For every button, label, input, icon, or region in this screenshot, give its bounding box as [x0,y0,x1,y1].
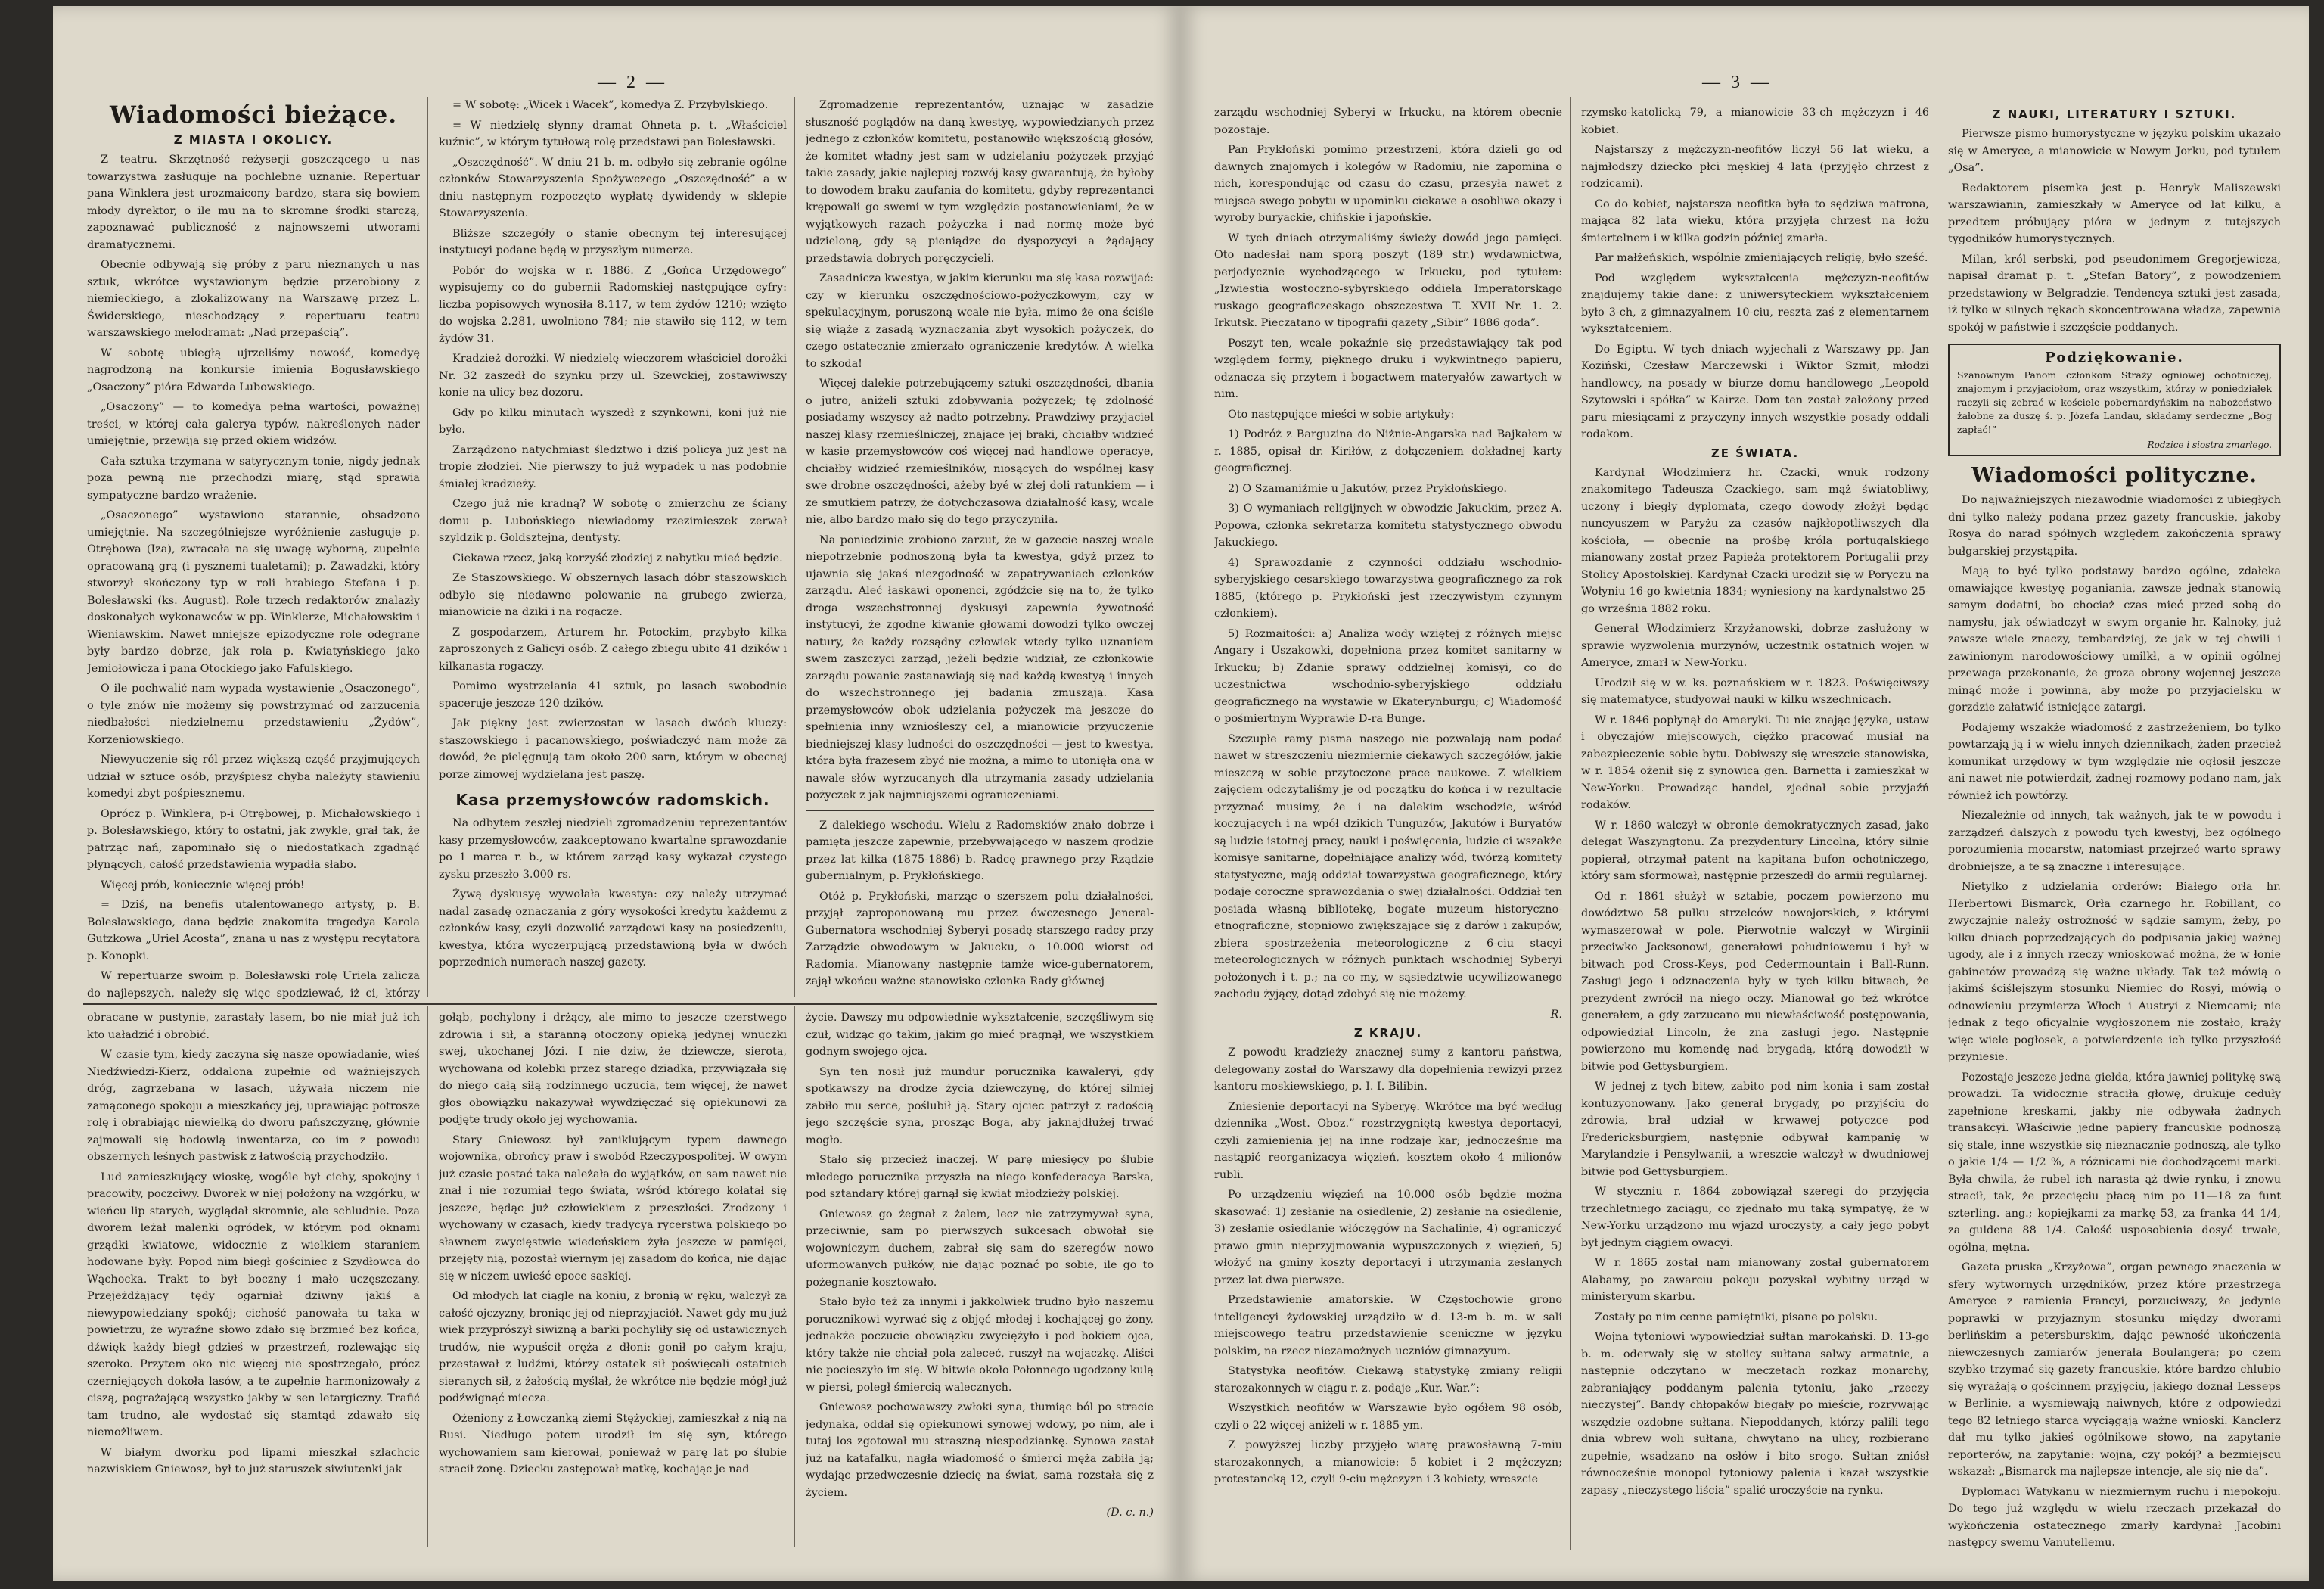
thank-you-notice [1948,344,2281,456]
article-paragraph: Pierwsze pismo humorystyczne w języku polskim ukazało się w Ameryce, a mianowicie w Nowym Jorku, pod tytułem „Osa”. [1948,128,2281,174]
left-column-3 [806,97,1154,999]
article-paragraph: W repertuarze swoim p. Bolesławski rolę Uriela zalicza do najlepszych, należy się więc spodziewać, iż ci, którzy [87,970,420,999]
article-paragraph: Zarządzono natychmiast śledztwo i dziś policya już jest na tropie złodziei. Nie pierwszy to już wypadek u nas podobnie śmiałej kradzieży. [439,443,787,490]
feuilleton-paragraph: Stary Gniewosz był zaniklującym typem dawnego wojownika, obrońcy praw i swobód Rzeczypospolitej. W owym już czasie postać taka należała do wyjątków, on sam nawet nie znał i nie rozumiał tego świata, wśród którego kołatał się jeszcze, będąc już człowiekiem z przeszłości. Zrodzony i wychowany w czasach, kiedy tradycya rycerstwa polskiego po sławnem zwycięstwie wiedeńskiem żyła jeszcze w pamięci, przejęty nią, pozostał wiernym jej zasadom do końca, nie dając się w niczem uwieść epoce saskiej. [439,1133,787,1283]
article-paragraph: W styczniu r. 1864 zobowiązał szeregi do przyjęcia trzechletniego zaciągu, co zjednało mu taką sympatyę, że w New-Yorku urządzono mu wjazd uroczysty, a cały jego pobyt był jednym ciągiem owacyi. [1581,1186,1929,1249]
article-paragraph: Wojna tytoniowi wypowiedział sułtan marokański. D. 13-go b. m. oderwały się w stolicy sułtana salwy armatnie, a następnie odczytano w meczetach rozkaz monarchy, zabraniający poddanym palenia tytoniu, jako „rzeczy nieczystej”. Bandy chłopaków biegały po mieście, rozrywając wszędzie ozdobne sułtana. Niepoddanych, którzy palili tego dnia wbrew woli sułtana, chwytano na ulicy, rozbierano zupełnie, wsadzano na osłów i bito srogo. Sułtan zniósł równocześnie monopol tytoniowy palenia i kazał wszystkie zapasy „nieczystego liścia” spalić uroczyście na rynku. [1581,1331,1929,1497]
article-paragraph: Do najważniejszych niezawodnie wiadomości z ubiegłych dni tylko należy podana przez gazety francuskie, jakoby Rosya do narad spółnych względem zakończenia sprawy bułgarskiej przystąpiła. [1948,494,2281,558]
feuilleton-paragraph: obracane w pustynie, zarastały lasem, bo nie miał już ich kto uaładzić i obrobić. [87,1012,420,1041]
article-paragraph: Milan, król serbski, pod pseudonimem Gregorjewicza, napisał dramat p. t. „Stefan Batory”, z powodzeniem przedstawiony w Belgradzie. Tendencya sztuki jest zasada, iż tylko w silnych rękach skoncentrowana władza, zapewnia spokój w państwie i szczęście poddanych. [1948,253,2281,334]
notice-text: Szanownym Panom członkom Straży ogniowej ochotniczej, znajomym i przyjaciołom, oraz wszystkim, którzy w poniedziałek raczyli się zebrać w kościele pobernardyńskim na nabożeństwo żałobne za duszę ś. p. Józefa Landau, składamy serdeczne „Bóg zapłać!” [1957,369,2272,435]
feuilleton-paragraph: Od młodych lat ciągle na koniu, z bronią w ręku, walczył za całość ojczyzny, broniąc jej od nieprzyjaciół. Nawet gdy mu już wiek przyprószył siwizną a barki pochyliły się od ustawicznych trudów, nie wypuścił oręża z dłoni: gonił po całym kraju, przestawał z ludźmi, którzy ostatek sił poświęcali ostatnich sieranych sił, z żałością myślał, że wkrótce nie będzie mógł już podźwignąć miecza. [439,1290,787,1404]
article-paragraph: Od r. 1861 służył w sztabie, poczem powierzono mu dowództwo 58 pułku strzelców nowojorskich, z którymi wymaszerował w pole. Pierwotnie walczył w Wirginii przeciwko Jacksonowi, generałowi południowemu i był w bitwach pod Cross-Keys, pod Cedermountain i Ball-Runn. Zasługi jego i odznaczenia były w tych kilku bitwach, że prezydent zwrócił na niego oczy. Mianował go też wkrótce generałem, a gdy zarzucano mu niewłaściwość postępowania, odpowiedział Lincoln, że zna zasługi jego. Następnie powierzono mu komendę nad brygadą, którą dowodził w bitwie pod Gettysburgiem. [1581,890,1929,1073]
continued-signature: (D. c. n.) [1106,1507,1154,1519]
article-paragraph: Z powyższej liczby przyjęło wiarę prawosławną 7-miu starozakonnych, a mianowicie: 5 kobiet i 2 mężczyzn; protestancką 12, czyli 9-ciu mężczyzn i 3 kobiety, wreszcie [1214,1439,1562,1485]
article-paragraph: Bliższe szczegóły o stanie obecnym tej interesującej instytucyi podane będą w przyszłym numerze. [439,227,787,257]
feuilleton-paragraph: W czasie tym, kiedy zaczyna się nasze opowiadanie, wieś Niedźwiedzi-Kierz, oddalona zupełnie od ważniejszych dróg, zagrzebana w lasach, używała niczem nie zamąconego spokoju a mieszkańcy jej, uprawiając potrosze rolę i obrabiając niewielką do dworu pańszczyznę, głównie zajmowali się hodowlą inwentarza, co im z powodu obszernych leśnych pastwisk z łatwością przychodziło. [87,1049,420,1163]
section-title-current-news: Wiadomości bieżące. [109,101,398,129]
article-paragraph: Pod względem wykształcenia mężczyzn-neofitów znajdujemy takie dane: z uniwersyteckiem wykształceniem było 3-ch, z gimnazyalnem 10-ciu, reszta zaś z elementarnem wykształceniem. [1581,272,1929,335]
section-title-political-news: Wiadomości polityczne. [1971,464,2257,487]
article-paragraph: Gdy po kilku minutach wyszedł z szynkowni, koni już nie było. [439,406,787,436]
article-paragraph: 1) Podróż z Barguzina do Niżnie-Angarska nad Bajkałem w r. 1885, opisał dr. Kiriłów, z dołączeniem dokładnej karty geograficznej. [1214,428,1562,474]
feuilleton-paragraph: Stało było też za innymi i jakkolwiek trudno było naszemu porucznikowi wyrwać się z objęć młodej i kochającej go żony, jednakże poczucie obowiązku zwyciężyło i pod bokiem ojca, który także nie chciał pola zaleceć, ruszył na wojaczkę. Aliści nie pocieszyło im się. W bitwie około Połonnego ugodzony kulą w piersi, poległ śmiercią walecznych. [806,1296,1154,1394]
feuilleton-paragraph: życie. Dawszy mu odpowiednie wykształcenie, szczęśliwym się czuł, widząc go takim, jakim go mieć pragnął, we wszystkiem godnym swojego ojca. [806,1012,1154,1058]
feuilleton-paragraph: gołąb, pochylony i drżący, ale mimo to jeszcze czerstwego zdrowia i sił, a staranną otoczony opieką jedynej wnuczki swej, ukochanej Józi. I nie dziw, że dziewcze, sierota, wychowana od kolebki przez starego dziadka, przywiązała się do niego całą siłą rodzinnego uczucia, tem więcej, że nawet głos obowiązku nakazywał wywdzięczać się opiekunowi za podjęte trudy około jej wychowania. [439,1012,787,1126]
newspaper-page-right [1180,6,2309,1581]
article-paragraph: W r. 1865 został nam mianowany został gubernatorem Alabamy, po zawarciu pokoju pozyskał wybitny urząd w ministeryum skarbu. [1581,1257,1929,1303]
article-paragraph: Par małżeńskich, wspólnie zmieniających religię, było sześć. [1595,252,1928,264]
article-paragraph: „Osaczonego” wystawiono starannie, obsadzono umiejętnie. Na szczególniejsze wyróżnienie zasługuje p. Otrębowa (Iza), zwracała na się uwagę wyborną, zupełnie opracowaną grą (i pysznemi tualetami); p. Zawadzki, który stworzył skończony typ w roli hrabiego Stefana i p. Bolesławski (ks. August). Role trzech redaktorów znalazły doskonałych wykonawców w pp. Winklerze, Michałowskim i Wieniawskim. Nawet mniejsze epizodyczne role odegrane były bardzo dobrze, jak rola p. Kwiatyńskiego jako Jemiołowicza i pana Otockiego jako Fafulskiego. [87,509,420,675]
article-paragraph: W jednej z tych bitew, zabito pod nim konia i sam został kontuzyonowany. Jako generał brygady, po przyjściu do zdrowia, brał udział w krwawej potyczce pod Fredericksburgiem, następnie odbywał kampanię w Marylandzie i Pensylwanii, a wreszcie walczył w dwudniowej bitwie pod Gettysburgiem. [1581,1081,1929,1178]
article-paragraph: Pan Prykłoński pomimo przestrzeni, która dzieli go od dawnych znajomych i kolegów w Radomiu, nie zapomina o nich, korespondując od czasu do czasu, przesyła nawet z miejsca swego pobytu w upominku ciekawe a osobliwe okazy i wyroby buryackie, chińskie i japońskie. [1214,144,1562,224]
feuilleton-paragraph: Stało się przecież inaczej. W parę miesięcy po ślubie młodego porucznika przyszła na niego konfederacya Barska, pod sztandary której garnął się kwiat młodzieży polskiej. [806,1154,1154,1200]
article-paragraph: Statystyka neofitów. Ciekawą statystykę zmiany religii starozakonnych w ciągu r. z. podaje „Kur. War.”: [1214,1365,1562,1395]
notice-title: Podziękowanie. [2045,350,2184,365]
left-column-1 [87,97,420,999]
article-paragraph: Urodził się w w. ks. poznańskiem w r. 1823. Poświęciwszy się matematyce, studyował nauki w kilku wszechnicach. [1581,676,1929,706]
article-paragraph: Kradzież dorożki. W niedzielę wieczorem właściciel dorożki Nr. 32 zaszedł do szynku przy ul. Szewckiej, zostawiwszy konie na ulicy bez dozoru. [439,353,787,399]
article-paragraph: Generał Włodzimierz Krzyżanowski, dobrze zasłużony w sprawie wyzwolenia murzynów, uczestnik ostatnich wojen w Ameryce, zmarł w New-Yorku. [1581,623,1929,669]
feuilleton-column-2 [439,1009,787,1548]
article-paragraph: rzymsko-katolicką 79, a mianowicie 33-ch mężczyzn i 46 kobiet. [1581,107,1929,136]
article-paragraph: Ciekawa rzecz, jaką korzyść złodziej z nabytku mieć będzie. [452,552,783,564]
article-paragraph: Z dalekiego wschodu. Wielu z Radomskiów znało dobrze i pamięta jeszcze zapewnie, przebywającego w naszem grodzie przez lat kilka (1875-1886) b. Radcę prawnego przy Rządzie gubernialnym, p. Prykłońskiego. [806,819,1154,882]
newspaper-page-left [53,6,1180,1581]
feuilleton-paragraph: Gniewosz pochowawszy zwłoki syna, tłumiąc ból po stracie jedynaka, oddał się opiekunowi synowej wdowy, po nim, ale i tutaj los zgotował mu straszną niespodziankę. Synowa zastał już na katafalku, nagła wiadomość o śmierci męża zabiła ją; wydając przedwczesnie dziecię na świat, sama rozstała się z życiem. [806,1401,1154,1499]
article-paragraph: Z powodu kradzieży znacznej sumy z kantoru państwa, delegowany został do Warszawy dla dopełnienia rewizyi przez kantoru moskiewskiego, p. I. I. Bilibin. [1214,1046,1562,1093]
article-paragraph: Oprócz p. Winklera, p-i Otrębowej, p. Michałowskiego i p. Bolesławskiego, który to ostatni, jak zwykle, grał tak, że patrząc nań, zapominało się o niedostatkach zgadnąć płynących, całość przedstawienia wypadła słabo. [87,807,420,871]
article-paragraph: 5) Rozmaitości: a) Analiza wody wziętej z różnych miejsc Angary i Uszakowki, dopełniona przez komitet sanitarny w Irkucku; b) Zdanie sprawy oddzielnej komisyi, co do uczestnictwa wschodnio-syberyjskiego oddziału geograficznego na wystawie w Ekaterynburgu; c) Wiadomość o pośmiertnym Wyprawie D-ra Bunge. [1214,627,1562,725]
article-paragraph: Pozostaje jeszcze jedna giełda, która jawniej politykę swą prowadzi. Ta widocznie straciła głowę, drukuje ceduły zapełnione kreskami, jakby nie odbywała żadnych transakcyi. Właściwie jedne papiery francuskie podnoszą się stale, inne wszystkie się nieznacznie podnoszą, ale tylko o jakie 1/4 — 1/2 %, a różnicami nie dochodzącemi marki. Była chwila, że rubel ich narasta ąż dwie rynku, i znowu stracił, tak, że przecięciu płacą nim po 11—18 za funt szterling. ang.; kopiejkami za markę 53, za franka 44 1/4, za guldena 88 1/4. Całość usposobienia dosyć trwałe, ogólna, mętna. [1948,1071,2281,1254]
article-paragraph: Dyplomaci Watykanu w niezmiernym ruchu i niepokoju. Do tego już względu w wielu rzeczach przekazał do wykończenia ostatecznego zmarły kardynał Jacobini następcy swemu Vanutellemu. [1948,1485,2281,1549]
article-paragraph: Więcej prób, koniecznie więcej prób! [101,878,305,891]
article-paragraph: Wszystkich neofitów w Warszawie było ogółem 98 osób, czyli o 22 więcej aniżeli w r. 1885-ym. [1214,1402,1562,1432]
article-paragraph: Przedstawienie amatorskie. W Częstochowie grono inteligencyi żydowskiej urządziło w d. 13-m b. m. w sali miejscowego teatru przedstawienie sceniczne w języku polskim, na rzecz niezamożnych uczniów gimnazyum. [1214,1294,1562,1357]
article-paragraph: Ze Staszowskiego. W obszernych lasach dóbr staszowskich odbyło się niedawno polowanie na grubego zwierza, mianowicie na dziki i na rogacze. [439,572,787,618]
article-paragraph: Na poniedzinie zrobiono zarzut, że w gazecie naszej wcale niepotrzebnie podnoszoną była ta kwestya, gdyż przez to ujawnia się jakaś niezgodność w zapatrywaniach członków zarządu. Aleć łaskawi oponenci, zgódźcie się na to, że tylko droga wszechstronnej dyskusyi zapewnia żywotność instytucyi, że zgodne kiwanie głowami dowodzi tylko owczej natury, że każdy rozsądny człowiek wtedy tylko uznaniem swem zaszczyci zarząd, jeżeli będzie widział, że członkowie zarządu powanie zastanawiają się nad każdą kwestyą i innych do wszechstronnego jej badania zmuszają. Kasa przemysłowców obok udzielania pożyczek ma jeszcze do spełnienia inny wzniośleszy cel, a mianowicie przyuczenie biedniejszej klasy ludności do oszczędności — jest to kwestya, która była frazesem zbyć nie można, a mimo to utonięła ona w nawale słów wyrzucanych dla utrzymania zasady udzielania pożyczek z jak najmniejszemi ograniczeniami. [806,533,1154,801]
article-paragraph: „Oszczędność”. W dniu 21 b. m. odbyło się zebranie ogólne członków Stowarzyszenia Spożywczego „Oszczędność” a w dniu następnym rozpoczęto wypłatę dywidendy w sklepie Stowarzyszenia. [439,156,787,219]
article-heading-cash-fund: Kasa przemysłowców radomskich. [455,791,770,809]
article-signature: R. [1550,1008,1562,1021]
article-paragraph: Więcej dalekie potrzebującemy sztuki oszczędności, dbania o jutro, aniżeli sztuki zdobywania pożyczek; tę zdolność posiadamy wszyscy aż nadto potrzebny. Prawdziwy przyjaciel naszej klasy rzemieślniczej, znające jej braki, chciałby widzieć w kasie przemysłowców coś więcej nad handlowe operacye, chciałby widzieć rzemieślników, niosących do wspólnej kasy swe drobne oszczędności, ażeby byé w złej doli ratunkiem — i ze smutkiem patrzy, że dotychczasowa działalność kasy, wcale nie, albo bardzo mało się do tego przyczyniła. [806,378,1154,526]
left-column-2 [439,97,787,999]
article-paragraph: W sobotę ubiegłą ujrzeliśmy nowość, komedyę nagrodzoną na konkursie imienia Bogusławskiego „Osaczony” pióra Edwarda Lubowskiego. [87,347,420,393]
article-paragraph: 3) O wymaniach religijnych w obwodzie Jakuckim, przez A. Popowa, członka sekretarza komitetu statystycznego obwodu Jakuckiego. [1214,502,1562,549]
section-title-domestic: Z KRAJU. [1353,1026,1423,1040]
article-paragraph: W r. 1846 popłynął do Ameryki. Tu nie znając języka, ustaw i obyczajów miejscowych, ciężko pracować musiał na zabezpieczenie sobie bytu. Dobiwszy się wreszcie stanowiska, w r. 1854 ożenił się z synowicą gen. Barnetta i zamieszkał w New-Yorku. Prowadząc handel, zjednał sobie przyjaźń rodaków. [1581,714,1929,811]
article-paragraph: Z gospodarzem, Arturem hr. Potockim, przybyło kilka zaproszonych z Galicyi osób. Z całego zbiegu ubito 41 dzików i kilkanasta rogaczy. [439,626,787,673]
feuilleton-paragraph: Lud zamieszkujący wioskę, wogóle był cichy, spokojny i pracowity, poczciwy. Dworek w niej położony na wzgórku, w wieńcu lip starych, wyglądał skromnie, ale schludnie. Poza dworem leżał malenki ogródek, w którym pod oknami grządki kwiatowe, widocznie z wielkiem staraniem hodowane były. Popod nim biegł gościniec z Szydłowca do Wąchocka. Trakt to był boczny i mało uczęszczany. Przejeżdżający tędy ogarniał dziwny jakiś a niewypowiedziany spokój; cichość panowała tu taka w powietrzu, że wyraźne słowo zdało się brzmieć bez końca, dźwięk każdy biegł gdzieś w przestrzeń, rozlewając się szeroko. Przytem oko nic więcej nie spostrzegało, prócz czerniejących dokoła lasów, a te zupełnie harmonizowały z ciszą, pograżającą wszystko jakby w sen letargiczny. Trafić tam trudno, ale wydostać się stamtąd zdawało się niemożliwem. [87,1171,420,1438]
article-paragraph: Czego już nie kradną? W sobotę o zmierzchu ze ściany domu p. Lubońskiego niewiadomy rzezimieszek zerwał szyldzik p. Goldsztejna, dentysty. [439,498,787,544]
article-paragraph: Żywą dyskusyę wywołała kwestya: czy należy utrzymać nadal zasadę oznaczania z góry wysokości kredytu każdemu z członków kasy, czyli dozwolić zarządowi kasy na posiedzeniu, kwestya, która wyczerpującą przedstawioną była w dwóch poprzednich numerach naszej gazety. [439,888,787,969]
article-paragraph: = W niedzielę słynny dramat Ohneta p. t. „Właściciel kuźnic”, w którym tytułową rolę przedstawi pan Bolesławski. [439,119,787,148]
article-paragraph: Nietylko z udzielania orderów: Białego orła hr. Herbertowi Bismarck, Orła czarnego hr. Robillant, co zwyczajnie należy ostrożność w sądzie samym, żeby, po kilku dniach poprzedzających do podpisania jakiej ważnej ugody, ale i z innych rzeczy wnioskować można, że w łonie gabinetów prowadzą się ważne układy. Tak też mówią o jakimś ściślejszym stosunku Niemiec do Rosyi, mówią o odnowieniu przymierza Włoch i Austryi z Niemcami; nie jednak z tego oficyalnie wygłoszonem nie zostało, krąży więc wiele pogłosek, a potwierdzenie ich tylko przyszłość przyniesie. [1948,881,2281,1063]
article-paragraph: Cała sztuka trzymana w satyrycznym tonie, nigdy jednak poza pewną nie przechodzi miarę, stąd sprawia sympatyczne bardzo wrażenie. [87,455,420,502]
notice-signature: Rodzice i siostra zmarłego. [2147,440,2272,450]
article-paragraph: Oto następujące mieści w sobie artykuły: [1228,408,1455,421]
subsection-city-news: Z MIASTA I OKOLICY. [173,133,334,147]
column-rule [1570,97,1571,1550]
article-paragraph: Do Egiptu. W tych dniach wyjechali z Warszawy pp. Jan Koziński, Czesław Marczewski i Wiktor Szmit, młodzi handlowcy, na posady w biurze domu handlowego „Leopold Szytowski i spółka” w Kairze. Dom ten został założony przed paru miesiącami z przyczyny innych wszystkie posady oddali rodakom. [1581,343,1929,440]
article-paragraph: Na odbytem zeszłej niedzieli zgromadzeniu reprezentantów kasy przemysłowców, zaakceptowano kwartalne sprawozdanie po 1 marca r. b., w którem zarząd kasy wykazał czystego zysku przeszło 3.000 rs. [439,817,787,881]
article-paragraph: Szczupłe ramy pisma naszego nie pozwalają nam podać nawet w streszczeniu niezmiernie ciekawych szczegółów, jakie mieszczą w sobie przytoczone prace naukowe. Z wielkiem zajęciem odczytaliśmy je od początku do końca i w rezultacie przyznać musimy, że i na dalekim wschodzie, wśród koczujących i na wpół dzikich Tunguzów, Jakutów i Buryatów są ludzie istotnej pracy, nauki i poświęcenia, ludzie ci wszakże komisye sanitarne, dopełniające analizy wód, twórzą komitety statystyczne, mają oddział towarzystwa geograficznego, który podaje coroczne sprawozdania o swej działalności. Oddział ten posiada własną bibliotekę, bogate muzeum historyczno-etnograficzne, stopniowo zwiększające się z darów i zakupów, zbiera spostrzeżenia meteorologiczne z 6-ciu stacyi meteorologicznych w różnych punktach wschodniej Syberyi położonych i t. p.; na co my, w sąsiedztwie ucywilizowanego zachodu żyjący, dotąd zdobyć się nie możemy. [1214,732,1562,1000]
feuilleton-paragraph: Syn ten nosił już mundur porucznika kawaleryi, gdy spotkawszy na drodze życia dziewczynę, do której silniej zabiło mu serce, poślubił ją. Stary ojciec patrzył z radością jego szczęście syna, prosząc Boga, aby jaknajdłużej trwać mogło. [806,1065,1154,1146]
article-paragraph: Gazeta pruska „Krzyżowa”, organ pewnego znaczenia w sfery wytwornych urzędników, przez które przestrzega Ameryce z ramienia Francyi, porzuciwszy, że jedynie poprawki w przyjaznym stosunku między dworami berlińskim a petersburskim, dając pewność ukończenia niewczesnych zamiarów jenerała Boulangera; po czem szybko trzymać się gazety francuskie, które bardzo chlubio się wyrażają o gościnnem przyjęciu, jakiego doznał Lesseps w Berlinie, a wysmiewają naiwnych, które z odpowiedzi tego 82 letniego starca wyciągają ważne wnioski. Kanclerz dał mu tylko jakieś ogólnikowe słowo, na zapytanie reporterów, na zapytanie: wojna, czy pokój? a bezmiejscu wskazał: „Bismarck ma najlepsze intencje, ale się nie da”. [1948,1261,2281,1478]
article-paragraph: Niewyuczenie się ról przez większą część przyjmujących udział w sztuce osób, przyśpiesz chyba należyty stawieniu komedyi zbyt pośpiesznemu. [87,754,420,800]
article-paragraph: W tych dniach otrzymaliśmy świeży dowód jego pamięci. Oto nadesłał nam sporą poszyt (189 str.) wydawnictwa, perjodycznie wychodzącego w Irkucku, pod tytułem: „Izwiestia wostoczno-sybyrskiego oddiela Imperatorskago ruskago geograficzeskago obszczestwa T. XVII Nr. 1. 2. Irkutsk. Pieczatano w tipografii gazety „Sibir” 1886 goda”. [1214,232,1562,329]
article-paragraph: Poszyt ten, wcale pokaźnie się przedstawiający tak pod względem formy, pięknego druku i wykwintnego papieru, odznacza się przytem i bogactwem materyałów zawartych w nim. [1214,337,1562,400]
column-rule [794,97,795,997]
feuilleton-paragraph: Gniewosz go żegnał z żalem, lecz nie zatrzymywał syna, przeciwnie, sam po pierwszych sukcesach obwołał się wojowniczym duchem, zabrał się sam do szeregów nowo uformowanych pułków, nie dając poznać po sobie, ile go to pożegnanie kosztowało. [806,1208,1154,1289]
article-paragraph: O ile pochwalić nam wypada wystawienie „Osaczonego”, o tyle znów nie możemy się powstrzymać od zarzucenia niedbałości niedzielnemu przedstawieniu „Żydów”, Korzeniowskiego. [87,683,420,746]
right-column-3 [1948,104,2281,1550]
article-paragraph: 2) O Szamaniźmie u Jakutów, przez Prykłońskiego. [1228,482,1507,495]
article-paragraph: = Dziś, na benefis utalentowanego artysty, p. B. Bolesławskiego, dana będzie znakomita tragedya Karola Gutzkowa „Uriel Acosta”, znana u nas z występu recytatora p. Konopki. [87,899,420,962]
article-paragraph: Obecnie odbywają się próby z paru nieznanych u nas sztuk, wkrótce wystawionym będzie przerobiony z niemieckiego, a zlokalizowany na Warszawę przez L. Świderskiego, nieschodzący z repertuaru teatru warszawskiego melodramat: „Nad przepaścią”. [87,259,420,339]
article-paragraph: Pobór do wojska w r. 1886. Z „Gońca Urzędowego” wypisujemy co do gubernii Radomskiej następujące cyfry: liczba popisowych wynosiła 8.117, w tem żydów 1210; wzięto do wojska 2.281, uwolniono 784; nie stawiło się 112, w tem żydów 31. [439,264,787,345]
column-rule [427,1006,428,1547]
article-divider [806,810,1154,811]
article-paragraph: Zgromadzenie reprezentantów, uznając w zasadzie słuszność poglądów na daną kwestyę, wypowiedzianych przez jednego z członków komitetu, postanowiło większością głosów, że komitet władny jest sam w udzielaniu pożyczek przyjąć takie zasady, jakie najlepiej rozwój kasy gwarantują, że byłoby to dowodem braku zaufania do komitetu, gdyby reprezentanci krępowali go swemi w tym względzie postanowieniami, że w wyjątkowych razach pożyczka i nad normę może być udzieloną, gdy są pieniądze do dyspozycyi a żądający przedstawia dobrych poręczycieli. [806,99,1154,265]
section-title-science-literature-art: Z NAUKI, LITERATURY I SZTUKI. [1992,107,2237,121]
article-paragraph: Co do kobiet, najstarsza neofitka była to sędziwa matrona, mająca 82 lata wieku, która przyjęła chrzest na łożu śmiertelnem i w kilka godzin później zmarła. [1581,197,1929,244]
article-paragraph: Zasadnicza kwestya, w jakim kierunku ma się kasa rozwijać: czy w kierunku oszczędnościowo-pożyczkowym, czy w spekulacyjnym, poruszoną wcale nie była, mimo że ona ściśle się wiąże z zasadą wyznaczania zbyt wysokich pożyczek, do czego ostatecznie zmierzało ograniczenie kredytów. A wielka to szkoda! [806,272,1154,370]
article-paragraph: = W sobotę: „Wicek i Wacek”, komedya Z. Przybylskiego. [452,99,769,111]
right-column-2 [1581,104,1929,1550]
article-paragraph: Otóż p. Prykłoński, marząc o szerszem polu działalności, przyjął zaproponowaną mu przez ówczesnego Jeneral-Gubernatora wschodniej Syberyi posadę starszego radcy przy Zarządzie obwodowym w Jakucku, o 10.000 wiorst od Radomia. Mianowany następnie tamże wice-gubernatorem, zajął wkońcu ważne stanowisko członka Rady głównej [806,890,1154,987]
article-paragraph: 4) Sprawozdanie z czynności oddziału wschodnio-syberyjskiego cesarskiego towarzystwa geograficznego za rok 1885, (którego p. Prykłoński jest rzeczywistym czynnym członkiem). [1214,556,1562,620]
article-paragraph: W r. 1860 walczył w obronie demokratycznych zasad, jako delegat Waszyngtonu. Za prezydentury Lincolna, który silnie popierał, otrzymał patent na kapitana bufon ochotniczego, który sam sformował, następnie przeszedł do armii regularnej. [1581,819,1929,882]
feuilleton-paragraph: Ożeniony z Łowczanką ziemi Stężyckiej, zamieszkał z nią na Rusi. Niedługo potem urodził im się syn, którego wychowaniem sam kierował, ponieważ w parę lat po ślubie stracił żonę. Dziecku zastępował matkę, kochając je nad [439,1412,787,1476]
article-paragraph: zarządu wschodniej Syberyi w Irkucku, na którem obecnie pozostaje. [1214,107,1562,136]
article-paragraph: Niezależnie od innych, tak ważnych, jak te w powodu i zarządzeń dalszych z powodu tych kwestyj, bez ogólnego porozumienia mocarstw, natomiast przejrzeć warto sprawy drobniejsze, a te są znaczne i interesujące. [1948,810,2281,873]
article-paragraph: Pomimo wystrzelania 41 sztuk, po lasach swobodnie spaceruje jeszcze 120 dzików. [439,680,787,710]
feuilleton-paragraph: W białym dworku pod lipami mieszkał szlachcic nazwiskiem Gniewosz, był to już staruszek siwiutenki jak [87,1446,420,1476]
column-rule [427,97,428,997]
page-number-right: — 3 — [1702,73,1772,92]
feuilleton-column-3 [806,1009,1154,1548]
article-paragraph: Najstarszy z mężczyzn-neofitów liczył 56 lat wieku, a najmłodszy dziecko płci męskiej 4 lata (przyjęło chrzest z rodzicami). [1581,144,1929,190]
article-paragraph: „Osaczony” — to komedya pełna wartości, poważnej treści, w której cała galerya typów, nakreślonych nader umiejętnie, przewija się przed okiem widzów. [87,401,420,447]
article-paragraph: Zostały po nim cenne pamiętniki, pisane po polsku. [1595,1311,1878,1323]
feuilleton-rule [83,1003,1157,1005]
page-number-left: — 2 — [598,73,667,92]
article-paragraph: Zniesienie deportacyi na Syberyę. Wkrótce ma być według dziennika „Wost. Oboz.” rozstrzygniętą kwestya deportacyi, czyli zamienienia jej na inne rodzaje kar; jednocześnie ma nastąpić reorganizacya więzień, kosztem około 4 milionów rubli. [1214,1100,1562,1181]
article-paragraph: Po urządzeniu więzień na 10.000 osób będzie można skasować: 1) zesłanie na osiedlenie, 2) zesłanie na osiedlenie, 3) zesłanie osiedlanie włóczęgów na Sachalinie, 4) ograniczyć prawo gmin nieprzyjmowania wypuszczonych z więzień, 5) włożyć na gminy koszty deportacyi i utrzymania zesłanych przez lat dwa pierwsze. [1214,1189,1562,1286]
column-rule [794,1006,795,1547]
article-paragraph: Redaktorem pisemka jest p. Henryk Maliszewski warszawianin, zamieszkały w Ameryce od lat kilku, a przedtem próbujący pióra w jednym z tutejszych tygodników humorystycznych. [1948,182,2281,245]
section-title-world: ZE ŚWIATA. [1710,446,1800,460]
article-paragraph: Jak piękny jest zwierzostan w lasach dwóch kluczy: staszowskiego i pacanowskiego, poświadczyć nam może za dowód, że pielęgnują tam około 200 sarn, którym w obecnej porze zimowej wydzielana jest paszę. [439,717,787,781]
article-paragraph: Z teatru. Skrzętność reżyserji goszczącego u nas towarzystwa zasługuje na pochlebne uznanie. Repertuar pana Winklera jest urozmaicony bardzo, stara się bowiem młody dyrektor, o ile mu na to skromne środki starczą, zapoznawać publiczność z najnowszemi utworami dramatycznemi. [87,154,420,251]
article-paragraph: Podajemy wszakże wiadomość z zastrzeżeniem, bo tylko powtarzają ją i w wielu innych dziennikach, żaden przecież komunikat urzędowy w tym względzie nie ogłosił jeszcze ani nawet nie potwierdził, żadnej rozmowy podano nam, jak również ich powtórzy. [1948,721,2281,802]
feuilleton-column-1 [87,1009,420,1548]
article-paragraph: Kardynał Włodzimierz hr. Czacki, wnuk rodzony znakomitego Tadeusza Czackiego, sam mąż światobliwy, uczony i biegły dyplomata, czego dowody złożył będąc nuncyuszem w Paryżu za czasów najkłopotliwszych dla kościoła, — obecnie na prośbę króla portugalskiego mianowany został przez Papieża protektorem Portugalii przy Stolicy Apostolskiej. Kardynał Czacki urodził się w Poryczu na Wołyniu 16-go kwietnia 1834; wyniesiony na kardynalstwo 25-go września 1882 roku. [1581,466,1929,615]
article-paragraph: Mają to być tylko podstawy bardzo ogólne, zdałeka omawiające kwestyę poganiania, zawsze jednak stanowią samym dodatni, bo chociaż czas mieć przed sobą do namysłu, jak oświadczył w swym organie hr. Kalnoky, już zawsze wiele znaczy, tembardziej, że jak w tej chwili i zawinionym narodowościowy umilkł, a w opinii ogólnej przewaga przekonanie, że groza obrony wojennej jeszcze minąć może i powinna, aby może po przyjacielsku w gorzdzie załatwić istniejące zatargi. [1948,565,2281,714]
right-column-1 [1214,104,1562,1550]
